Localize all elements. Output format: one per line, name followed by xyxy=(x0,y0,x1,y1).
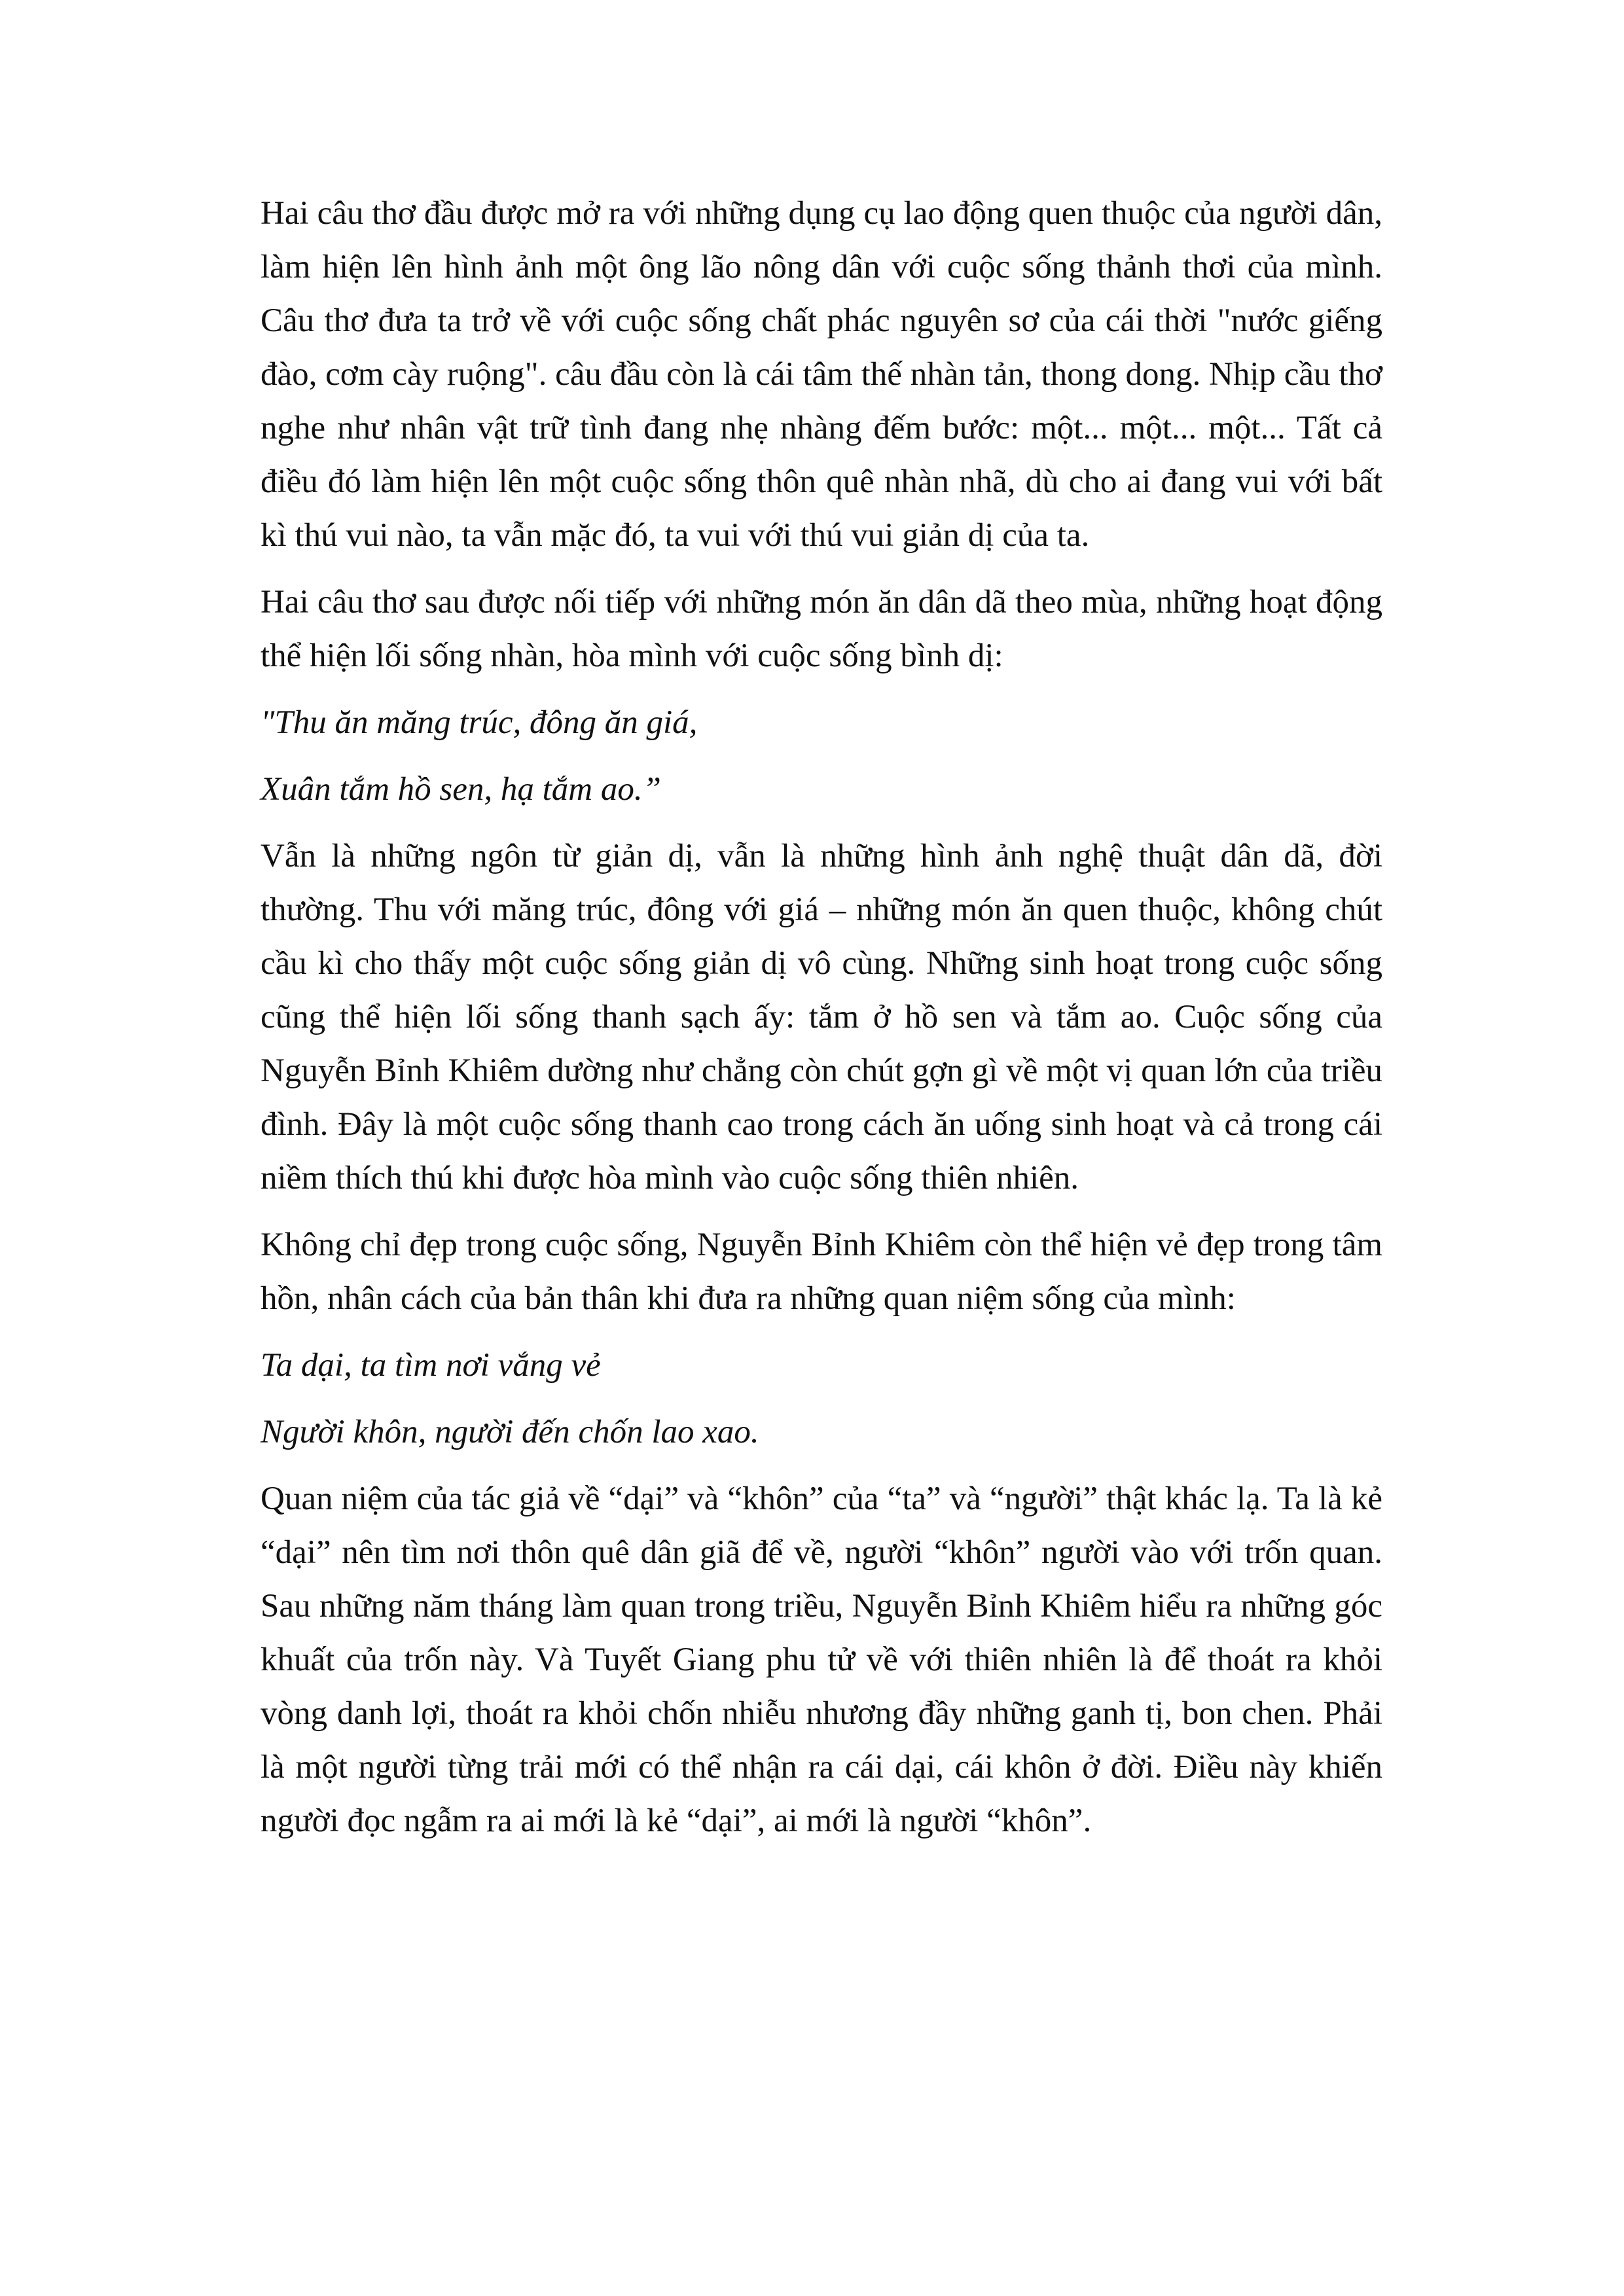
paragraph-3: Vẫn là những ngôn từ giản dị, vẫn là những hình ảnh nghệ thuật dân dã, đời thường. Thu với măng trúc, đông với giá – những món ăn quen thuộc, không chút cầu kì cho thấy một cuộc sống giản dị vô cùng. Những sinh hoạt trong cuộc sống cũng thể hiện lối sống thanh sạch ấy: tắm ở hồ sen và tắm ao. Cuộc sống của Nguyễn Bỉnh Khiêm dường như chẳng còn chút gợn gì về một vị quan lớn của triều đình. Đây là một cuộc sống thanh cao trong cách ăn uống sinh hoạt và cả trong cái niềm thích thú khi được hòa mình vào cuộc sống thiên nhiên. xyxy=(261,838,1382,1196)
verse-line-4: Người khôn, người đến chốn lao xao. xyxy=(261,1414,759,1450)
paragraph-2: Hai câu thơ sau được nối tiếp với những món ăn dân dã theo mùa, những hoạt động thể hiện lối sống nhàn, hòa mình với cuộc sống bình dị: xyxy=(261,584,1382,674)
verse-line-2: Xuân tắm hồ sen, hạ tắm ao.” xyxy=(261,771,661,808)
paragraph-5: Quan niệm của tác giả về “dại” và “khôn” của “ta” và “người” thật khác lạ. Ta là kẻ “dại” nên tìm nơi thôn quê dân giã để về, người “khôn” người vào với trốn quan. Sau những năm tháng làm quan trong triều, Nguyễn Bỉnh Khiêm hiểu ra những góc khuất của trốn này. Và Tuyết Giang phu tử về với thiên nhiên là để thoát ra khỏi vòng danh lợi, thoát ra khỏi chốn nhiễu nhương đầy những ganh tị, bon chen. Phải là một người từng trải mới có thể nhận ra cái dại, cái khôn ở đời. Điều này khiến người đọc ngẫm ra ai mới là kẻ “dại”, ai mới là người “khôn”. xyxy=(261,1480,1382,1839)
paragraph-4: Không chỉ đẹp trong cuộc sống, Nguyễn Bỉnh Khiêm còn thể hiện vẻ đẹp trong tâm hồn, nhân cách của bản thân khi đưa ra những quan niệm sống của mình: xyxy=(261,1227,1382,1317)
document-body xyxy=(261,187,1382,1861)
paragraph-1: Hai câu thơ đầu được mở ra với những dụng cụ lao động quen thuộc của người dân, làm hiện lên hình ảnh một ông lão nông dân với cuộc sống thảnh thơi của mình. Câu thơ đưa ta trở về với cuộc sống chất phác nguyên sơ của cái thời "nước giếng đào, cơm cày ruộng". câu đầu còn là cái tâm thế nhàn tản, thong dong. Nhịp cầu thơ nghe như nhân vật trữ tình đang nhẹ nhàng đếm bước: một... một... một... Tất cả điều đó làm hiện lên một cuộc sống thôn quê nhàn nhã, dù cho ai đang vui với bất kì thú vui nào, ta vẫn mặc đó, ta vui với thú vui giản dị của ta. xyxy=(261,195,1382,554)
verse-line-3: Ta dại, ta tìm nơi vắng vẻ xyxy=(261,1347,601,1384)
verse-line-1: "Thu ăn măng trúc, đông ăn giá, xyxy=(261,704,698,741)
